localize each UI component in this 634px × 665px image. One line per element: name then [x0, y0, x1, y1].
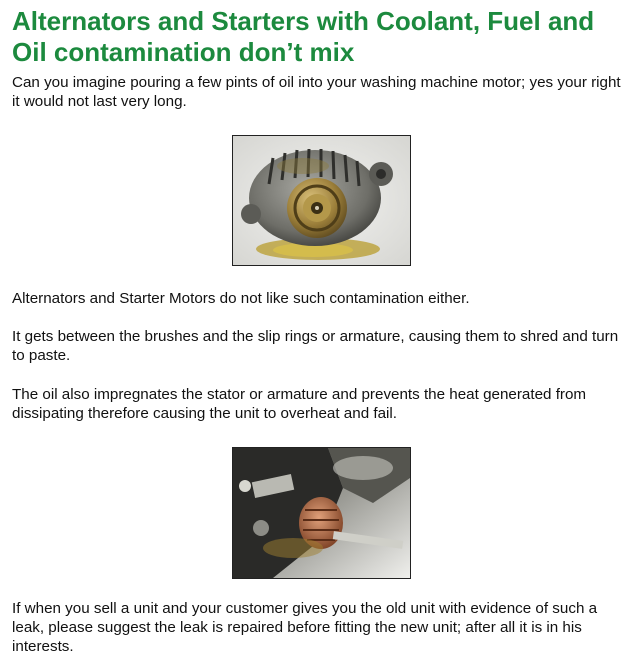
paragraph-contamination: Alternators and Starter Motors do not like such contamination either.	[12, 290, 470, 307]
intro-paragraph: Can you imagine pouring a few pints of oil into your washing machine motor; yes your right it would not last very long.	[12, 74, 621, 110]
paragraph-brushes: It gets between the brushes and the slip rings or armature, causing them to shred and turn to paste.	[12, 328, 619, 364]
closing-paragraph: If when you sell a unit and your customer gives you the old unit with evidence of such a leak, please suggest the leak is repaired before fitting the new unit; after all it is in his interests.	[12, 600, 598, 655]
starter-photo	[232, 447, 411, 579]
alternator-photo	[232, 135, 411, 266]
paragraph-stator: The oil also impregnates the stator or armature and prevents the heat generated from dissipating therefore causing the unit to overheat and fail.	[12, 386, 587, 422]
article-title: Alternators and Starters with Coolant, Fuel and Oil contamination don’t mix	[12, 6, 595, 67]
